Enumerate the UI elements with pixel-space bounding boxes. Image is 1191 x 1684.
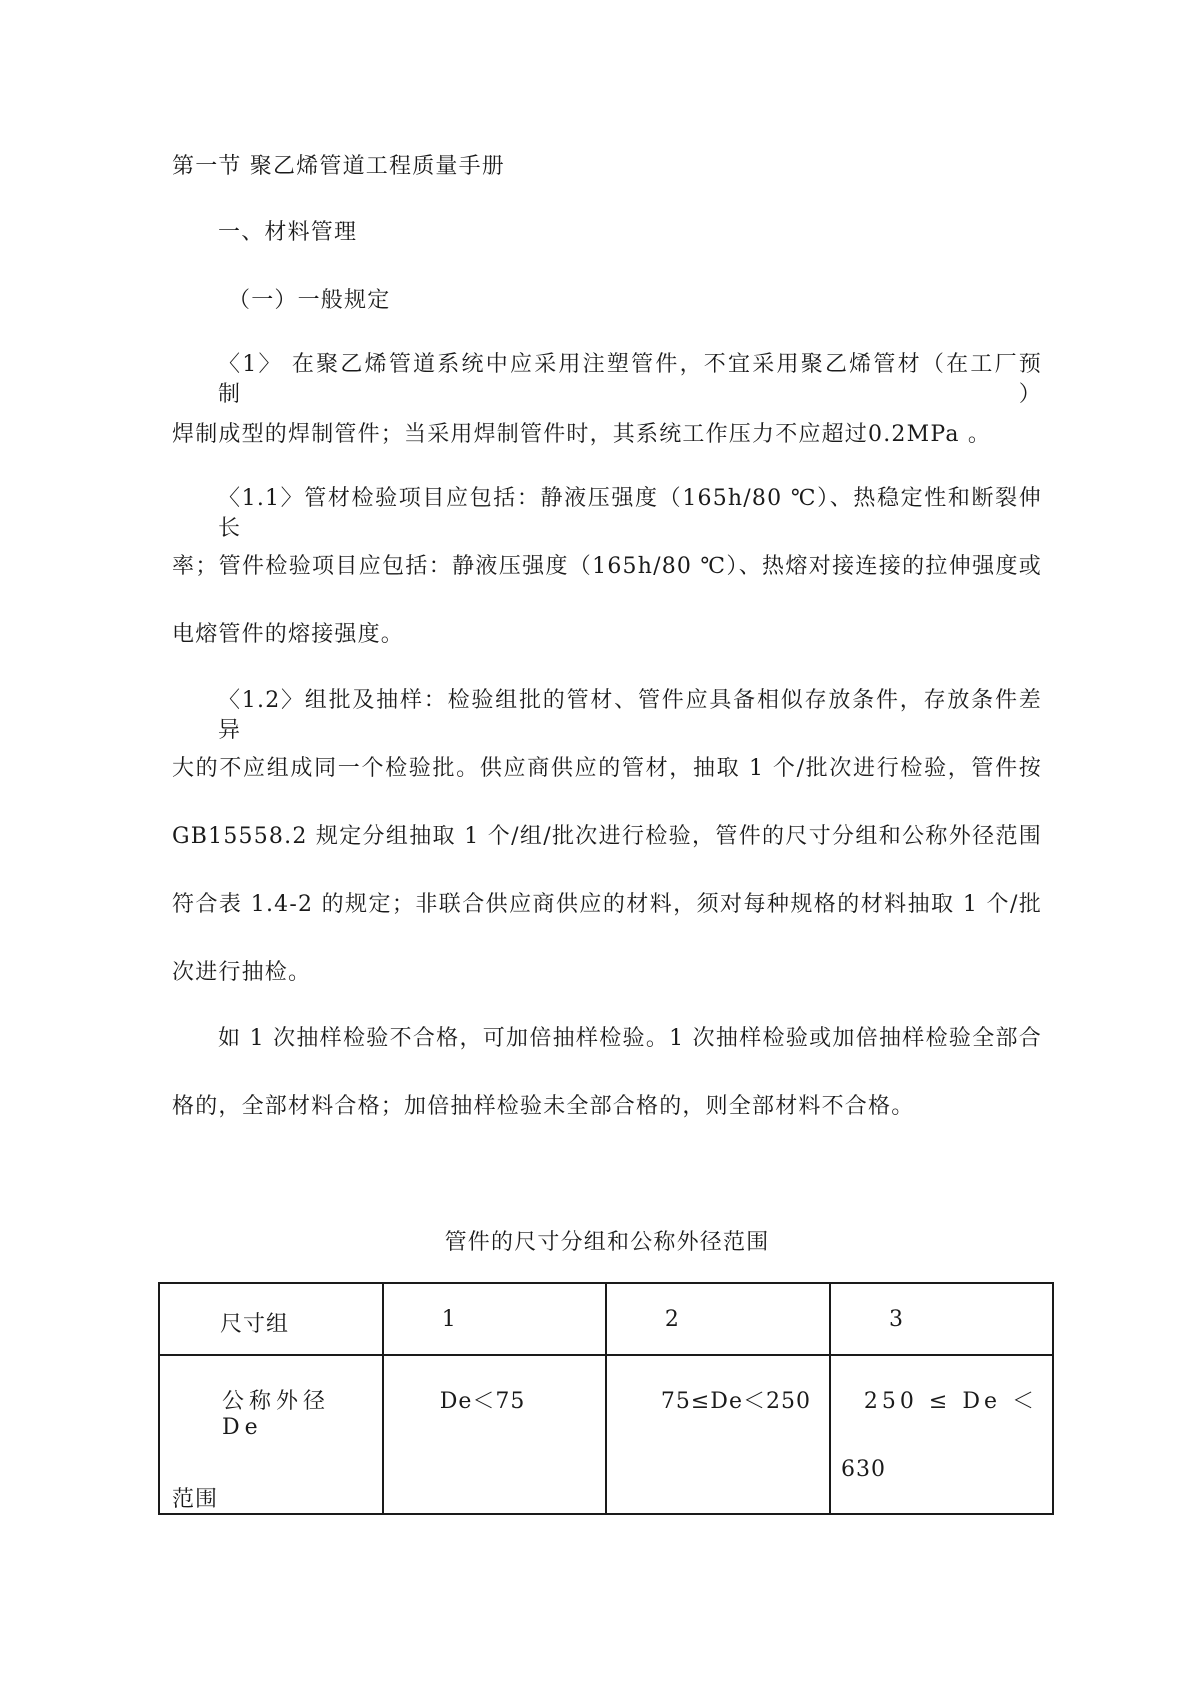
group-2-range: 75≤De＜250 <box>660 1389 811 1414</box>
paragraph-1-line-2: 焊制成型的焊制管件；当采用焊制管件时，其系统工作压力不应超过0.2MPa 。 <box>172 422 992 447</box>
group-3-range-part1: 250 ≤ De ＜ <box>863 1389 1038 1414</box>
table-cell <box>159 1355 383 1514</box>
size-group-table <box>158 1282 1054 1515</box>
paragraph-1-line-1: 〈1〉 在聚乙烯管道系统中应采用注塑管件，不宜采用聚乙烯管材（在工厂预制） <box>218 352 1042 407</box>
paragraph-3-line-4: 符合表 1.4-2 的规定；非联合供应商供应的材料，须对每种规格的材料抽取 1 个/批 <box>172 892 1042 917</box>
paragraph-4-line-1: 如 1 次抽样检验不合格，可加倍抽样检验。1 次抽样检验或加倍抽样检验全部合 <box>218 1026 1042 1051</box>
table-data-row <box>159 1355 1053 1514</box>
table-caption: 管件的尺寸分组和公称外径范围 <box>444 1230 770 1255</box>
paragraph-2-line-2: 率；管件检验项目应包括：静液压强度（165h/80 ℃）、热熔对接连接的拉伸强度或 <box>172 554 1042 579</box>
table-header-cell <box>830 1283 1053 1355</box>
paragraph-3-line-3: GB15558.2 规定分组抽取 1 个/组/批次进行检验，管件的尺寸分组和公称外径范围 <box>172 824 1042 849</box>
table-header-cell <box>383 1283 606 1355</box>
nominal-diameter-label-part2: 范围 <box>172 1487 219 1512</box>
heading-general-provisions: （一）一般规定 <box>228 288 391 313</box>
paragraph-3-line-1: 〈1.2〉组批及抽样：检验组批的管材、管件应具备相似存放条件，存放条件差异 <box>218 688 1042 743</box>
paragraph-2-line-3: 电熔管件的熔接强度。 <box>172 622 405 647</box>
group-3-range-part2: 630 <box>841 1457 887 1482</box>
paragraph-2-line-1: 〈1.1〉管材检验项目应包括：静液压强度（165h/80 ℃）、热稳定性和断裂伸长 <box>218 486 1042 541</box>
paragraph-3-line-5: 次进行抽检。 <box>172 960 312 985</box>
group-3-range <box>831 1356 1052 1482</box>
table-cell <box>383 1355 606 1514</box>
table-cell <box>830 1355 1053 1514</box>
header-group-3: 3 <box>889 1307 905 1332</box>
nominal-diameter-label-part1: 公称外径 De <box>222 1389 331 1440</box>
nominal-diameter-label <box>160 1356 382 1513</box>
table-header-cell <box>606 1283 830 1355</box>
header-group-2: 2 <box>664 1307 680 1332</box>
section-title: 第一节 聚乙烯管道工程质量手册 <box>172 154 505 179</box>
table-header-cell <box>159 1283 383 1355</box>
header-group-1: 1 <box>441 1307 457 1332</box>
heading-materials-management: 一、材料管理 <box>218 220 358 245</box>
table-cell <box>606 1355 830 1514</box>
header-size-group-label: 尺寸组 <box>220 1312 290 1337</box>
table-header-row <box>159 1283 1053 1355</box>
group-1-range: De＜75 <box>439 1389 526 1414</box>
paragraph-4-line-2: 格的，全部材料合格；加倍抽样检验未全部合格的，则全部材料不合格。 <box>172 1094 915 1119</box>
paragraph-3-line-2: 大的不应组成同一个检验批。供应商供应的管材，抽取 1 个/批次进行检验，管件按 <box>172 756 1042 781</box>
